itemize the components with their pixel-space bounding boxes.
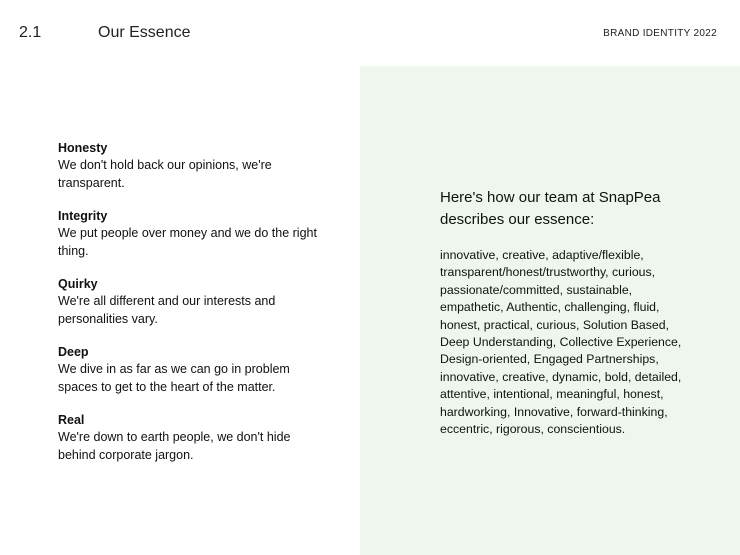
value-quirky <box>58 276 318 328</box>
section-number: 2.1 <box>19 24 42 41</box>
value-title: Quirky <box>58 277 98 291</box>
value-honesty <box>58 140 318 192</box>
brand-label: BRAND IDENTITY 2022 <box>603 28 717 39</box>
team-intro-heading: Here's how our team at SnapPea describes our essence: <box>440 189 661 228</box>
value-description: We're down to earth people, we don't hide behind corporate jargon. <box>58 430 291 462</box>
team-essence-words: innovative, creative, adaptive/flexible, transparent/honest/trustworthy, curious, passionate/committed, sustainable, empathetic, Authentic, challenging, fluid, honest, practical, curious, Solution Based, Deep Understanding, Collective Experience, Design-oriented, Engaged Partnerships, innovative, creative, dynamic, bold, detailed, attentive, intentional, meaningful, honest, hardworking, Innovative, forward-thinking, eccentric, rigorous, conscientious. <box>440 248 682 437</box>
value-deep <box>58 344 318 396</box>
value-description: We put people over money and we do the right thing. <box>58 226 317 258</box>
value-description: We don't hold back our opinions, we're transparent. <box>58 158 272 190</box>
value-title: Integrity <box>58 209 108 223</box>
value-title: Real <box>58 413 85 427</box>
values-list <box>58 140 318 480</box>
value-title: Honesty <box>58 141 108 155</box>
team-description-panel <box>360 66 740 555</box>
value-integrity <box>58 208 318 260</box>
value-title: Deep <box>58 345 89 359</box>
page-header <box>0 0 740 66</box>
section-title: Our Essence <box>98 24 191 41</box>
value-real <box>58 412 318 464</box>
value-description: We're all different and our interests and personalities vary. <box>58 294 276 326</box>
value-description: We dive in as far as we can go in problem spaces to get to the heart of the matter. <box>58 362 290 394</box>
values-panel <box>0 66 360 555</box>
